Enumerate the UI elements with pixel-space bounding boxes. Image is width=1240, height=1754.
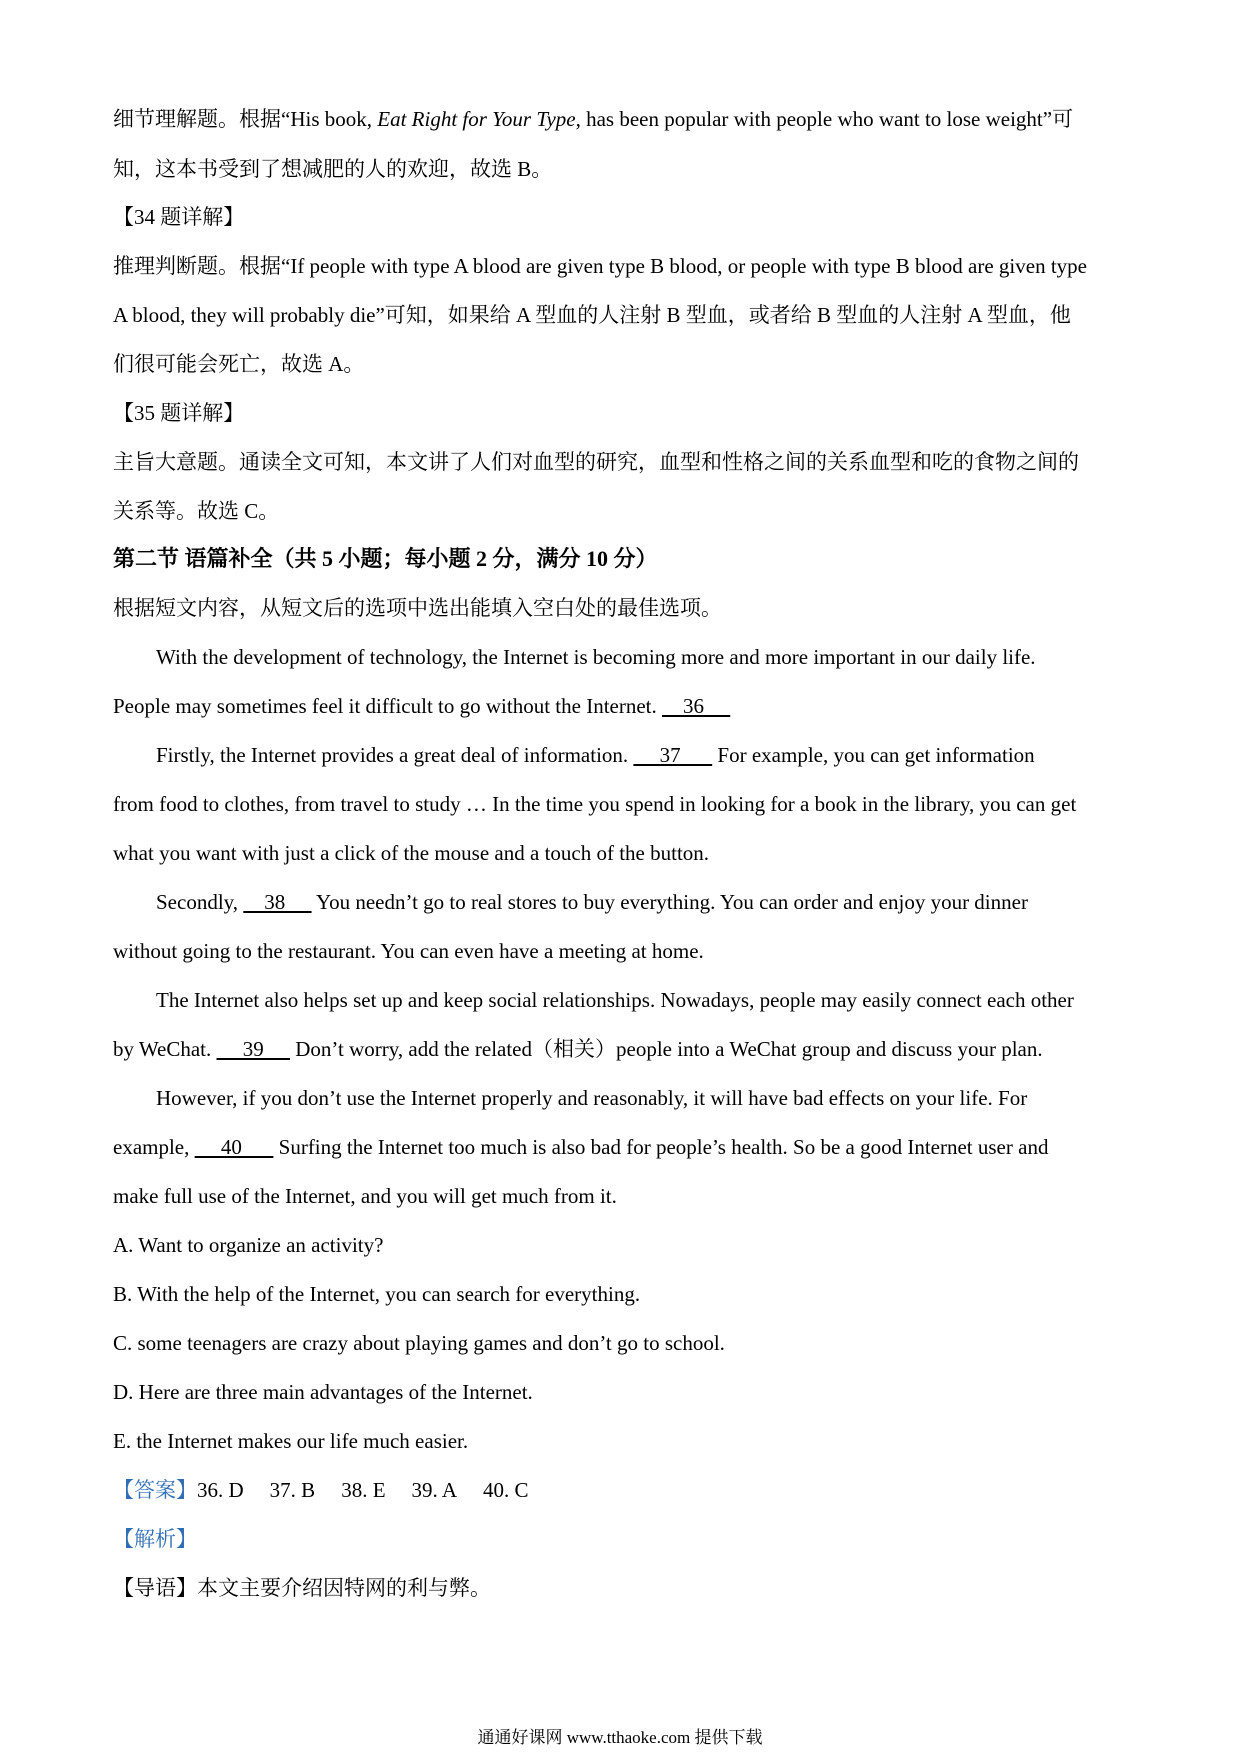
blank-37: 37	[633, 743, 713, 767]
guide-line	[113, 1573, 491, 1603]
blank-39: 39	[216, 1037, 290, 1061]
guide-label: 【导语】	[113, 1576, 197, 1600]
answer-item: 38. E	[341, 1478, 386, 1502]
book-title: Eat Right for Your Type	[377, 107, 576, 131]
passage-p3-line-2: without going to the restaurant. You can even have a meeting at home.	[113, 939, 704, 963]
passage-p4-line-2: by WeChat. 39 Don’t worry, add the related（相关）people into a WeChat group and discuss your plan.	[113, 1037, 1043, 1061]
section-title: 第二节 语篇补全（共 5 小题；每小题 2 分，满分 10 分）	[113, 546, 658, 571]
option-b: B. With the help of the Internet, you can search for everything.	[113, 1282, 641, 1306]
passage-p2-line-3: what you want with just a click of the mouse and a touch of the button.	[113, 841, 710, 865]
intro-line-2: 知，这本书受到了想减肥的人的欢迎，故选 B。	[113, 157, 553, 181]
q34-line-2: A blood, they will probably die”可知，如果给 A 型血的人注射 B 型血，或者给 B 型血的人注射 A 型血，他	[113, 303, 1071, 327]
page-footer: 通通好课网 www.tthaoke.com 提供下载	[477, 1728, 763, 1747]
answer-label: 【答案】	[113, 1478, 197, 1502]
passage-p4-line-1: The Internet also helps set up and keep social relationships. Nowadays, people may easily connect each other	[156, 988, 1074, 1012]
q34-header: 【34 题详解】	[113, 205, 245, 229]
q35-line-1: 主旨大意题。通读全文可知，本文讲了人们对血型的研究，血型和性格之间的关系血型和吃的食物之间的	[113, 450, 1079, 474]
answer-item: 36. D	[197, 1478, 244, 1502]
passage-p1-line-1: With the development of technology, the Internet is becoming more and more important in our daily life.	[156, 645, 1036, 669]
intro-text: 细节理解题。根据“His book,	[113, 107, 378, 131]
passage-p1-line-2: People may sometimes feel it difficult to go without the Internet. 36	[113, 694, 731, 718]
passage-p3-line-1: Secondly, 38 You needn’t go to real stores to buy everything. You can order and enjoy your dinner	[156, 890, 1028, 914]
intro-text: , has been popular with people who want to lose weight”可	[575, 107, 1074, 131]
option-a: A. Want to organize an activity?	[113, 1233, 384, 1257]
option-d: D. Here are three main advantages of the Internet.	[113, 1380, 533, 1404]
option-c: C. some teenagers are crazy about playing games and don’t go to school.	[113, 1331, 725, 1355]
answer-line	[113, 1475, 555, 1505]
answer-item: 40. C	[483, 1478, 529, 1502]
blank-40: 40	[194, 1135, 274, 1159]
analysis-label: 【解析】	[113, 1527, 197, 1551]
q35-line-2: 关系等。故选 C。	[113, 499, 280, 523]
intro-line-1	[113, 104, 1073, 134]
passage-p2-line-2: from food to clothes, from travel to study … In the time you spend in looking for a book in the library, you can get	[113, 792, 1077, 816]
option-e: E. the Internet makes our life much easier.	[113, 1429, 469, 1453]
passage-p5-line-2: example, 40 Surfing the Internet too much is also bad for people’s health. So be a good Internet user and	[113, 1135, 1049, 1159]
answer-item: 37. B	[269, 1478, 316, 1502]
section-instruction: 根据短文内容，从短文后的选项中选出能填入空白处的最佳选项。	[113, 596, 722, 620]
q34-line-3: 们很可能会死亡，故选 A。	[113, 352, 365, 376]
passage-p5-line-1: However, if you don’t use the Internet properly and reasonably, it will have bad effects on your life. For	[156, 1086, 1028, 1110]
q35-header: 【35 题详解】	[113, 401, 245, 425]
guide-text: 本文主要介绍因特网的利与弊。	[197, 1576, 491, 1600]
passage-p2-line-1: Firstly, the Internet provides a great deal of information. 37 For example, you can get information	[156, 743, 1035, 767]
passage-p5-line-3: make full use of the Internet, and you will get much from it.	[113, 1184, 617, 1208]
answer-item: 39. A	[411, 1478, 458, 1502]
q34-line-1: 推理判断题。根据“If people with type A blood are given type B blood, or people with type B blood are given type	[113, 254, 1087, 278]
blank-36: 36	[662, 694, 731, 718]
blank-38: 38	[243, 890, 312, 914]
